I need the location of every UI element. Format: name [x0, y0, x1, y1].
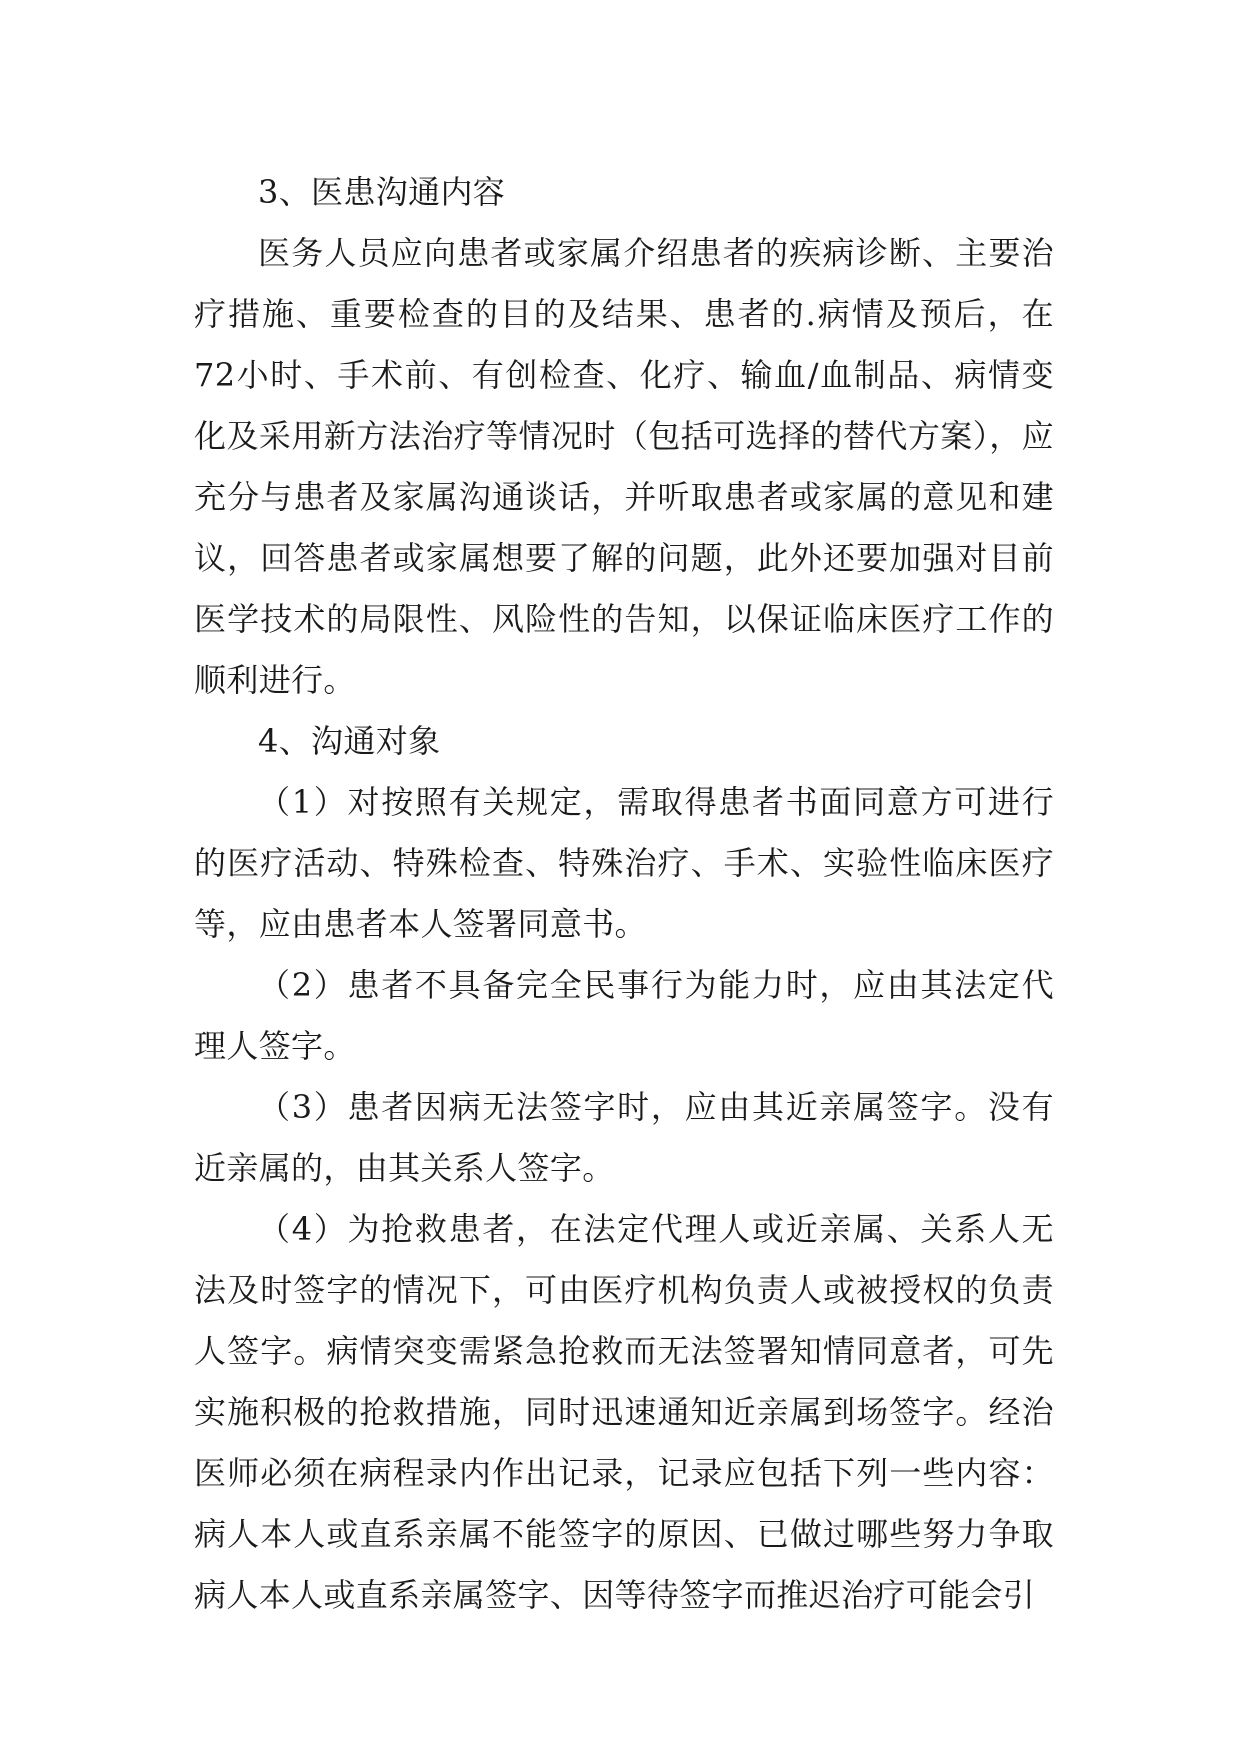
section-heading-4: 4、沟通对象 [258, 722, 441, 760]
list-item-1: （1）对按照有关规定，需取得患者书面同意方可进行的医疗活动、特殊检查、特殊治疗、手术、实验性临床医疗等，应由患者本人签署同意书。 [194, 783, 1054, 943]
list-item-2: （2）患者不具备完全民事行为能力时，应由其法定代理人签字。 [194, 966, 1054, 1065]
document-body [194, 162, 1054, 1626]
list-item-3: （3）患者因病无法签字时，应由其近亲属签字。没有近亲属的，由其关系人签字。 [194, 1088, 1054, 1187]
paragraph-communication-content: 医务人员应向患者或家属介绍患者的疾病诊断、主要治疗措施、重要检查的目的及结果、患者的.病情及预后，在72小时、手术前、有创检查、化疗、输血/血制品、病情变化及采用新方法治疗等情况时（包括可选择的替代方案），应充分与患者及家属沟通谈话，并听取患者或家属的意见和建议，回答患者或家属想要了解的问题，此外还要加强对目前医学技术的局限性、风险性的告知，以保证临床医疗工作的顺利进行。 [194, 234, 1054, 699]
list-item-4: （4）为抢救患者，在法定代理人或近亲属、关系人无法及时签字的情况下，可由医疗机构负责人或被授权的负责人签字。病情突变需紧急抢救而无法签署知情同意者，可先实施积极的抢救措施，同时迅速通知近亲属到场签字。经治医师必须在病程录内作出记录，记录应包括下列一些内容：病人本人或直系亲属不能签字的原因、已做过哪些努力争取病人本人或直系亲属签字、因等待签字而推迟治疗可能会引 [194, 1210, 1054, 1614]
section-heading-3: 3、医患沟通内容 [258, 173, 506, 211]
